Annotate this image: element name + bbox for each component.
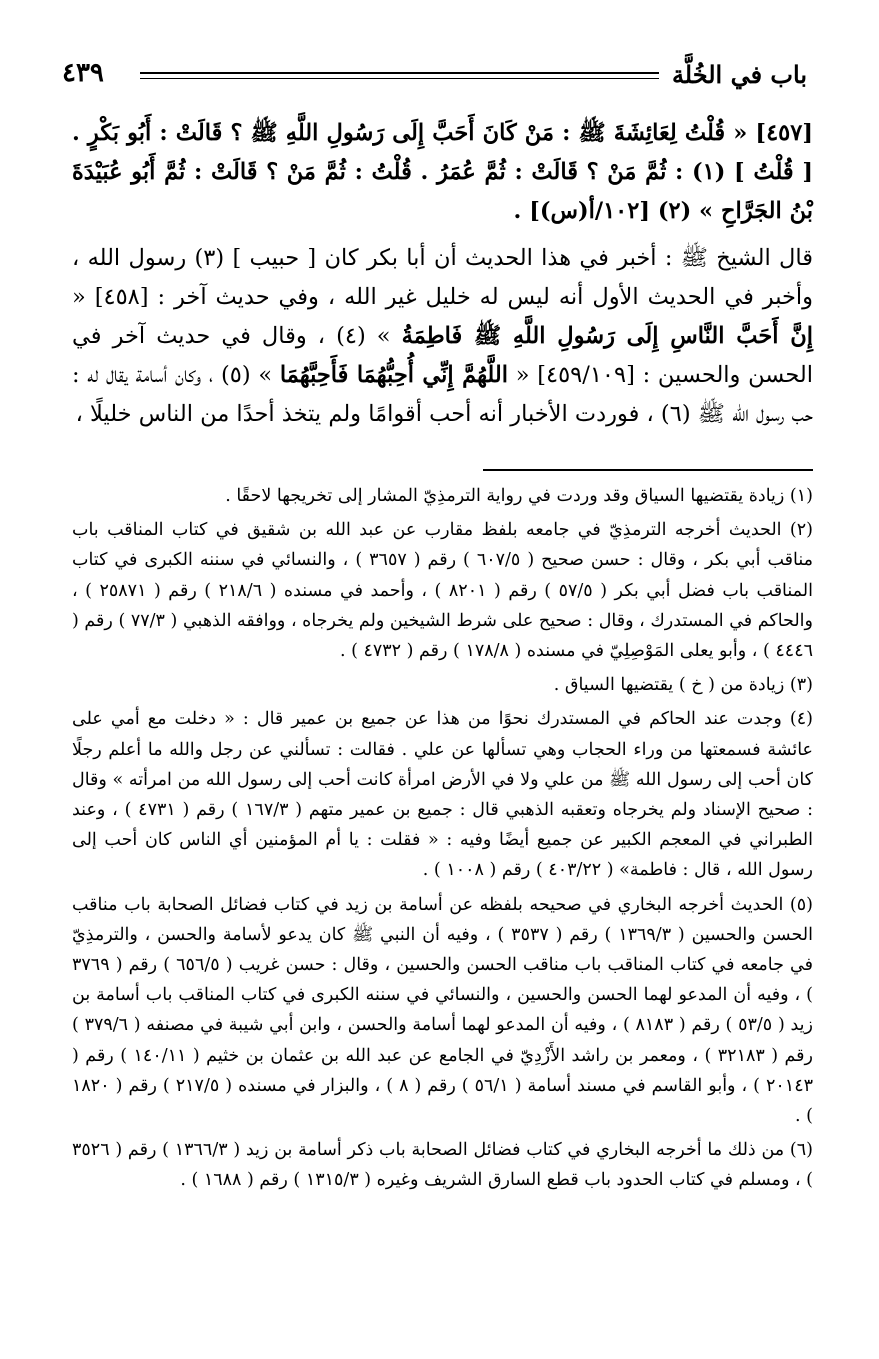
commentary-part-1: قال الشيخ ﷺ : أخبر في هذا الحديث أن أبا بكر كان [ حبيب ] (٣) رسول الله ، وأخبر في الحديث الأول أنه ليس له خليل غير الله ، وفي حديث آخر : [٤٥٨] « — [72, 245, 814, 310]
commentary-paragraph — [72, 239, 813, 434]
quote-hadith-459: اللَّهُمَّ إِنِّي أُحِبُّهُمَا فَأَحِبَّهُمَا — [279, 362, 508, 388]
hadith-457-line-2: [ قُلْتُ ] (١) : ثُمَّ مَنْ ؟ قَالَتْ : ثُمَّ عُمَرُ . قُلْتُ : ثُمَّ مَنْ ؟ قَالَتْ : ثُمَّ أَبُو عُبَيْدَةَ بْنُ الجَرَّاحِ » (٢) [١٠٢/أ(س)] . — [72, 159, 813, 224]
header-rule — [140, 72, 659, 74]
footnotes — [72, 481, 813, 1200]
hadith-457 — [72, 114, 813, 231]
footnote-4: (٤) وجدت عند الحاكم في المستدرك نحوًا من هذا عن جميع بن عمير قال : « دخلت مع أمي على عائشة فسمعتها من وراء الحجاب وهي تسألها عن علي . فقالت : تسألني عن رجل والله ما أعلم رجلًا كان أحب إلى رسول الله ﷺ من علي ولا في الأرض امرأة كانت أحب إلى رسول الله من امرأته » وقال : صحيح الإسناد ولم يخرجاه وتعقبه الذهبي قال : جميع بن عمير متهم ( ١٦٧/٣ ) رقم ( ٤٧٣١ ) ، وعند الطبراني في المعجم الكبير عن جميع أيضًا وفيه : « فقلت : يا أم المؤمنين أي الناس كان أحب إلى رسول الله ، قال : فاطمة» ( ٤٠٣/٢٢ ) رقم ( ١٠٠٨ ) . — [72, 709, 813, 881]
footnote-separator — [483, 469, 813, 471]
commentary-part-2: » (٤) ، وقال في حديث آخر في الحسن والحسين : [٤٥٩/١٠٩] « — [72, 323, 813, 388]
running-header — [62, 58, 807, 98]
footnote-1: (١) زيادة يقتضيها السياق وقد وردت في رواية الترمذِيّ المشار إلى تخريجها لاحقًا . — [225, 486, 813, 506]
commentary-part-3: » (٥) ، وكان أسامة يقال له : حب رسول الله ﷺ (٦) ، فوردت الأخبار أنه أحب أقوامًا ولم يتخذ أحدًا من الناس خليلًا ، — [72, 362, 813, 427]
footnote-2: (٢) الحديث أخرجه الترمذِيّ في جامعه بلفظ مقارب عن عبد الله بن شقيق في كتاب المناقب باب مناقب أبي بكر ، وقال : حسن صحيح ( ٦٠٧/٥ ) رقم ( ٣٦٥٧ ) ، والنسائي في سننه الكبرى في كتاب المناقب باب فضل أبي بكر ( ٥٧/٥ ) رقم ( ٨٢٠١ ) ، وأحمد في مسنده ( ٢١٨/٦ ) رقم ( ٢٥٨٧١ ) ، والحاكم في المستدرك ، وقال : صحيح على شرط الشيخين ولم يخرجاه ، ووافقه الذهبي ( ٧٧/٣ ) رقم ( ٤٤٤٦ ) ، وأبو يعلى المَوْصِلِيّ في مسنده ( ١٧٨/٨ ) رقم ( ٤٧٣٢ ) . — [72, 520, 813, 662]
quote-hadith-458: إِنَّ أَحَبَّ النَّاسِ إِلَى رَسُولِ اللَّهِ ﷺ فَاطِمَةُ — [401, 323, 813, 349]
footnote-5: (٥) الحديث أخرجه البخاري في صحيحه بلفظه عن أسامة بن زيد في كتاب فضائل الصحابة باب مناقب الحسن والحسين ( ١٣٦٩/٣ ) رقم ( ٣٥٣٧ ) ، وفيه أن النبي ﷺ كان يدعو لأسامة والحسن ، والترمذِيّ في جامعه في كتاب المناقب باب مناقب الحسن والحسين ، وقال : حسن غريب ( ٦٥٦/٥ ) رقم ( ٣٧٦٩ ) ، وفيه أن المدعو لهما الحسن والحسين ، والنسائي في سننه الكبرى في كتاب المناقب باب أسامة بن زيد ( ٥٣/٥ ) رقم ( ٨١٨٣ ) ، وفيه أن المدعو لهما أسامة والحسن ، وابن أبي شيبة في مصنفه ( ٣٧٩/٦ ) رقم ( ٣٢١٨٣ ) ، ومعمر بن راشد الأَزْدِيّ في الجامع عن عبد الله بن عثمان بن خثيم ( ١٤٠/١١ ) رقم ( ٢٠١٤٣ ) ، وأبو القاسم في مسند أسامة ( ٥٦/١ ) رقم ( ٨ ) ، والبزار في مسنده ( ٢١٧/٥ ) رقم ( ١٨٢٠ ) . — [72, 894, 813, 1127]
footnote-3: (٣) زيادة من ( خ ) يقتضيها السياق . — [553, 675, 813, 696]
page-number: ٤٣٩ — [62, 58, 104, 88]
hadith-457-line-1: [٤٥٧] « قُلْتُ لِعَائِشَةَ ﷺ : مَنْ كَانَ أَحَبَّ إِلَى رَسُولِ اللَّهِ ﷺ ؟ قَالَتْ : أَبُو بَكْرٍ . — [72, 120, 813, 146]
footnote-6: (٦) من ذلك ما أخرجه البخاري في كتاب فضائل الصحابة باب ذكر أسامة بن زيد ( ١٣٦٦/٣ ) رقم ( ٣٥٢٦ ) ، ومسلم في كتاب الحدود باب قطع السارق الشريف وغيره ( ١٣١٥/٣ ) رقم ( ١٦٨٨ ) . — [72, 1140, 813, 1191]
chapter-title: باب في الخُلَّة — [671, 60, 807, 89]
header-rule-thin — [140, 78, 659, 79]
main-text — [72, 114, 813, 434]
